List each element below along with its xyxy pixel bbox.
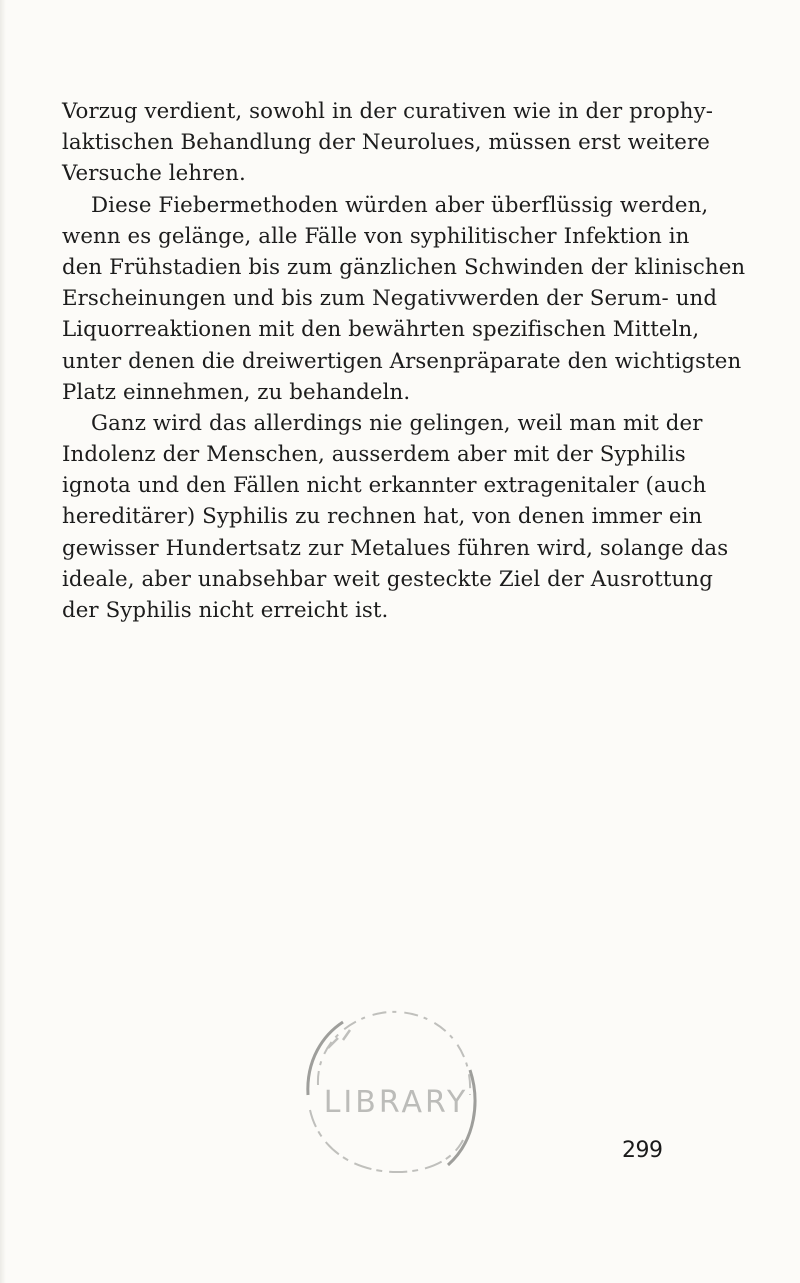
text-line: den Frühstadien bis zum gänzlichen Schwinden der klinischen [62,254,746,280]
text-line: Versuche lehren. [62,161,246,187]
text-line: Platz einnehmen, zu behandeln. [62,379,411,405]
body-text [62,96,746,626]
page-edge [0,0,6,1283]
text-line: gewisser Hundertsatz zur Metalues führen wird, solange das [62,535,729,561]
text-line: Vorzug verdient, sowohl in der curativen wie in der prophy- [62,99,714,124]
text-line: Liquorreaktionen mit den bewährten spezifischen Mitteln, [62,317,700,343]
page-number: 299 [622,1138,663,1163]
text-line: unter denen die dreiwertigen Arsenpräparate den wichtigsten [62,348,742,374]
text-line: laktischen Behandlung der Neurolues, müssen erst weitere [62,130,710,156]
text-line: wenn es gelänge, alle Fälle von syphilitischer Infektion in [62,223,690,249]
text-line: ignota und den Fällen nicht erkannter extragenitaler (auch [62,473,707,499]
text-line: hereditärer) Syphilis zu rechnen hat, von denen immer ein [62,504,703,530]
text-line: der Syphilis nicht erreicht ist. [62,598,389,623]
stamp-text: LIBRARY [323,1085,469,1120]
library-stamp [298,1000,488,1185]
text-line: Indolenz der Menschen, ausserdem aber mit der Syphilis [62,442,686,468]
text-line: Erscheinungen und bis zum Negativwerden der Serum- und [62,286,718,312]
text-line: ideale, aber unabsehbar weit gesteckte Ziel der Ausrottung [62,566,713,592]
paragraph-start-line: Ganz wird das allerdings nie gelingen, weil man mit der [91,410,703,436]
paragraph-start-line: Diese Fiebermethoden würden aber überflüssig werden, [91,192,709,218]
